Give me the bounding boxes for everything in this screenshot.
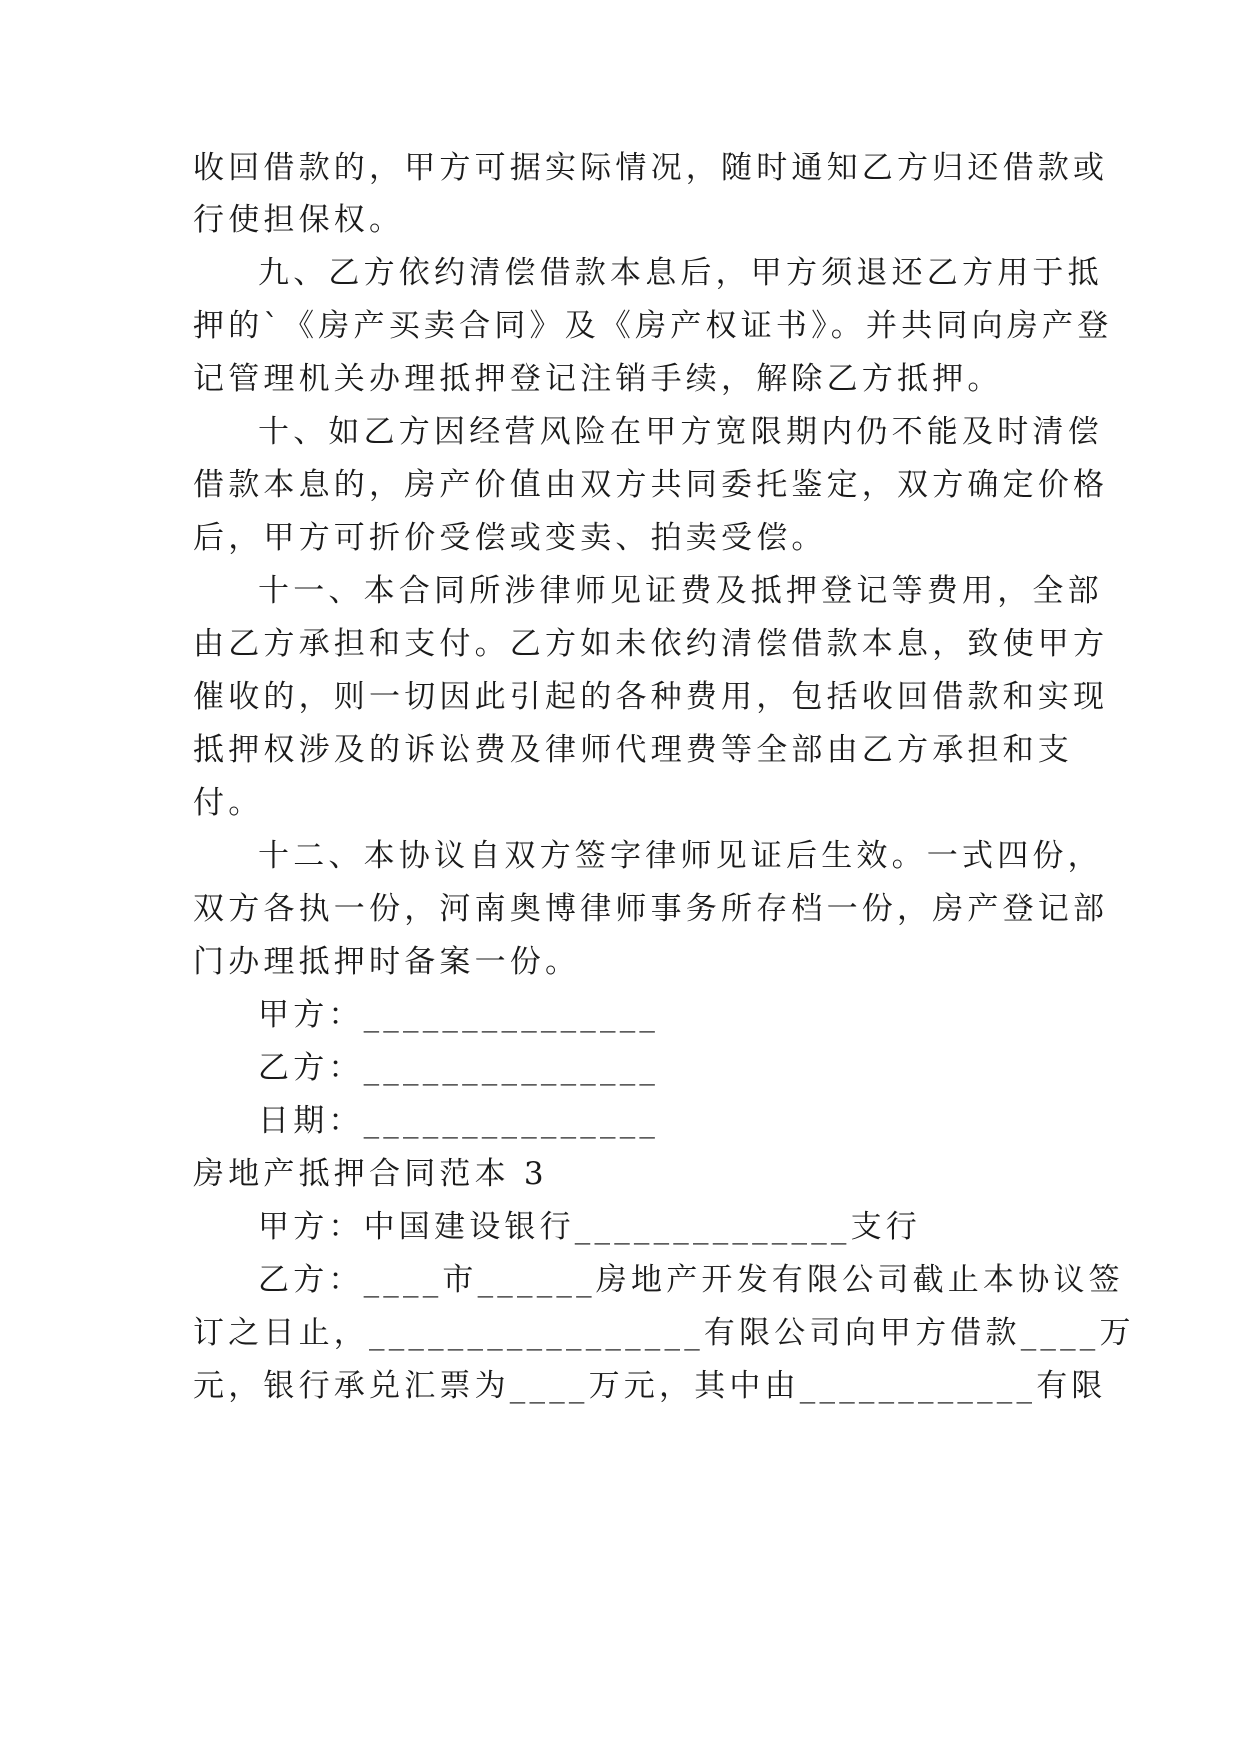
paragraph-12-start: 十二、本协议自双方签字律师见证后生效。一式四份， xyxy=(258,838,1103,874)
paragraph-11-start: 十一、本合同所涉律师见证费及抵押登记等费用，全部 xyxy=(258,573,1103,609)
party-b-signature-line: 乙方：_______________ xyxy=(258,1050,660,1086)
text-line: 行使担保权。 xyxy=(193,202,405,238)
text-line: 由乙方承担和支付。乙方如未依约清偿借款本息，致使甲方 xyxy=(193,626,1109,662)
section-title: 房地产抵押合同范本 3 xyxy=(193,1156,548,1192)
party-a-line: 甲方：中国建设银行______________支行 xyxy=(258,1209,921,1245)
text-line: 后，甲方可折价受偿或变卖、拍卖受偿。 xyxy=(193,520,827,556)
text-line: 收回借款的，甲方可据实际情况，随时通知乙方归还借款或 xyxy=(193,150,1109,186)
text-line: 订之日止，_________________有限公司向甲方借款____万 xyxy=(193,1315,1135,1351)
text-line: 双方各执一份，河南奥博律师事务所存档一份，房产登记部 xyxy=(193,891,1109,927)
text-line: 借款本息的，房产价值由双方共同委托鉴定，双方确定价格 xyxy=(193,467,1109,503)
text-line: 门办理抵押时备案一份。 xyxy=(193,944,581,980)
text-line: 抵押权涉及的诉讼费及律师代理费等全部由乙方承担和支 xyxy=(193,732,1073,768)
date-line: 日期：_______________ xyxy=(258,1103,660,1139)
paragraph-9-start: 九、乙方依约清偿借款本息后，甲方须退还乙方用于抵 xyxy=(258,255,1103,291)
party-a-signature-line: 甲方：_______________ xyxy=(258,997,660,1033)
text-line: 元，银行承兑汇票为____万元，其中由____________有限 xyxy=(193,1368,1107,1404)
text-line: 记管理机关办理抵押登记注销手续，解除乙方抵押。 xyxy=(193,361,1003,397)
party-b-line: 乙方：____市______房地产开发有限公司截止本协议签 xyxy=(258,1262,1124,1298)
text-line: 催收的，则一切因此引起的各种费用，包括收回借款和实现 xyxy=(193,679,1109,715)
text-line: 押的`《房产买卖合同》及《房产权证书》。并共同向房产登 xyxy=(193,308,1113,344)
text-line: 付。 xyxy=(193,785,264,821)
paragraph-10-start: 十、如乙方因经营风险在甲方宽限期内仍不能及时清偿 xyxy=(258,414,1103,450)
